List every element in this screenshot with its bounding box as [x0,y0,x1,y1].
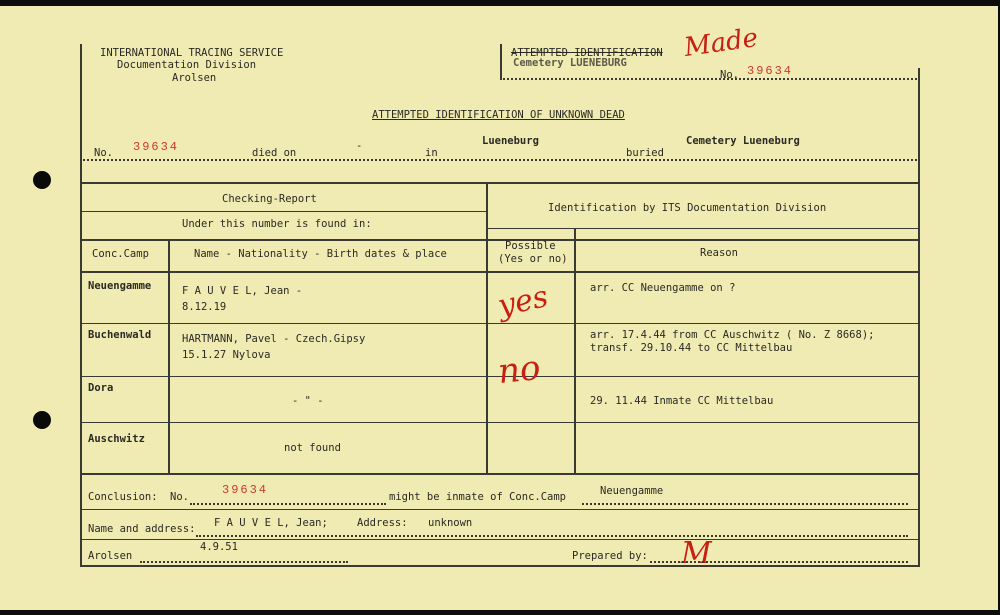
date-dots [140,561,348,563]
record-no-value: 39634 [133,140,180,154]
footer-divider-2 [80,539,920,540]
punch-hole-bottom [33,411,51,429]
prepared-by-label: Prepared by: [572,550,648,562]
conclusion-camp-dots [582,503,908,505]
conclusion-no-value: 39634 [222,483,269,497]
conclusion-no-dots [190,503,386,505]
table-row-2-name-line-2: 15.1.27 Nylova [182,349,271,361]
died-on-value: - [356,140,363,152]
left-subtitle: Under this number is found in: [182,218,372,230]
left-title: Checking-Report [222,193,317,205]
punch-hole-top [33,171,51,189]
name-address-label: Name and address: [88,523,196,535]
might-be-label: might be inmate of Conc.Camp [389,491,567,503]
in-label: in [425,147,438,159]
table-row-1-name-line-2: 8.12.19 [182,301,227,313]
column-header-bottom [80,271,920,273]
record-dotted-line [80,159,920,161]
header-row-divider [80,239,920,241]
row-3-divider [80,422,920,423]
prepared-by-signature: M [681,536,712,571]
box-title: ATTEMPTED IDENTIFICATION [511,47,663,59]
table-top-line [80,182,920,184]
org-line-3: Arolsen [172,72,217,84]
table-row-2-camp: Buchenwald [88,329,152,341]
prepared-by-dots [650,561,908,563]
handwritten-made: Made [682,22,760,64]
table-row-4-camp: Auschwitz [88,433,145,445]
buried-label: buried [626,147,664,159]
footer-bottom-line [80,565,920,567]
table-bottom-line [80,473,920,475]
document-title: ATTEMPTED IDENTIFICATION OF UNKNOWN DEAD [372,109,625,121]
org-line-1: INTERNATIONAL TRACING SERVICE [100,47,284,59]
box-subtitle: Cemetery LUENEBURG [513,57,627,69]
name-address-dots [196,535,908,537]
column-header-possible-1: Possible [505,240,556,252]
left-title-divider [80,211,486,212]
header-no-label: No. [720,69,739,81]
date-value: 4.9.51 [200,541,238,553]
header-no-value: 39634 [747,64,794,78]
row-1-divider [80,323,920,324]
table-row-3-name-line-1: - " - [292,395,324,407]
died-on-label: died on [252,147,297,159]
column-divider-camp [168,239,170,473]
table-row-1-reason-line-1: arr. CC Neuengamme on ? [590,282,736,294]
column-header-name: Name - Nationality - Birth dates & place [194,248,447,260]
conclusion-camp-value: Neuengamme [600,485,664,497]
column-header-possible-2: (Yes or no) [498,253,568,265]
column-header-camp: Conc.Camp [92,248,149,260]
arolsen-label: Arolsen [88,550,133,562]
header-box-left [500,44,502,78]
column-divider-main [486,182,488,473]
conclusion-no-label: No. [170,491,189,503]
record-no-label: No. [94,147,113,159]
conclusion-label: Conclusion: [88,491,158,503]
address-value: unknown [428,517,473,529]
table-row-2-reason-line-2: transf. 29.10.44 to CC Mittelbau [590,342,793,354]
table-row-2-name-line-1: HARTMANN, Pavel - Czech.Gipsy [182,333,366,345]
org-line-2: Documentation Division [117,59,257,71]
header-box-bottom [500,78,920,80]
address-label: Address: [357,517,408,529]
table-row-1-name-line-1: F A U V E L, Jean - [182,285,303,297]
in-value: Lueneburg [482,135,539,147]
table-row-3-camp: Dora [88,382,114,394]
right-title-divider [486,228,918,229]
column-divider-possible [574,228,576,473]
right-border [918,68,920,565]
name-address-value: F A U V E L, Jean; [214,517,328,529]
buried-value: Cemetery Lueneburg [686,135,800,147]
table-row-2-reason-line-1: arr. 17.4.44 from CC Auschwitz ( No. Z 8668); [590,329,875,341]
table-row-3-reason-line-1: 29. 11.44 Inmate CC Mittelbau [590,395,774,407]
right-title: Identification by ITS Documentation Division [548,202,827,214]
table-row-2-possible: no [496,347,543,393]
document-card [0,6,998,610]
left-border [80,44,82,565]
table-row-1-possible: yes [494,279,552,324]
column-header-reason: Reason [700,247,738,259]
table-row-1-camp: Neuengamme [88,280,152,292]
footer-divider-1 [80,509,920,510]
table-row-4-name-line-1: not found [284,442,341,454]
